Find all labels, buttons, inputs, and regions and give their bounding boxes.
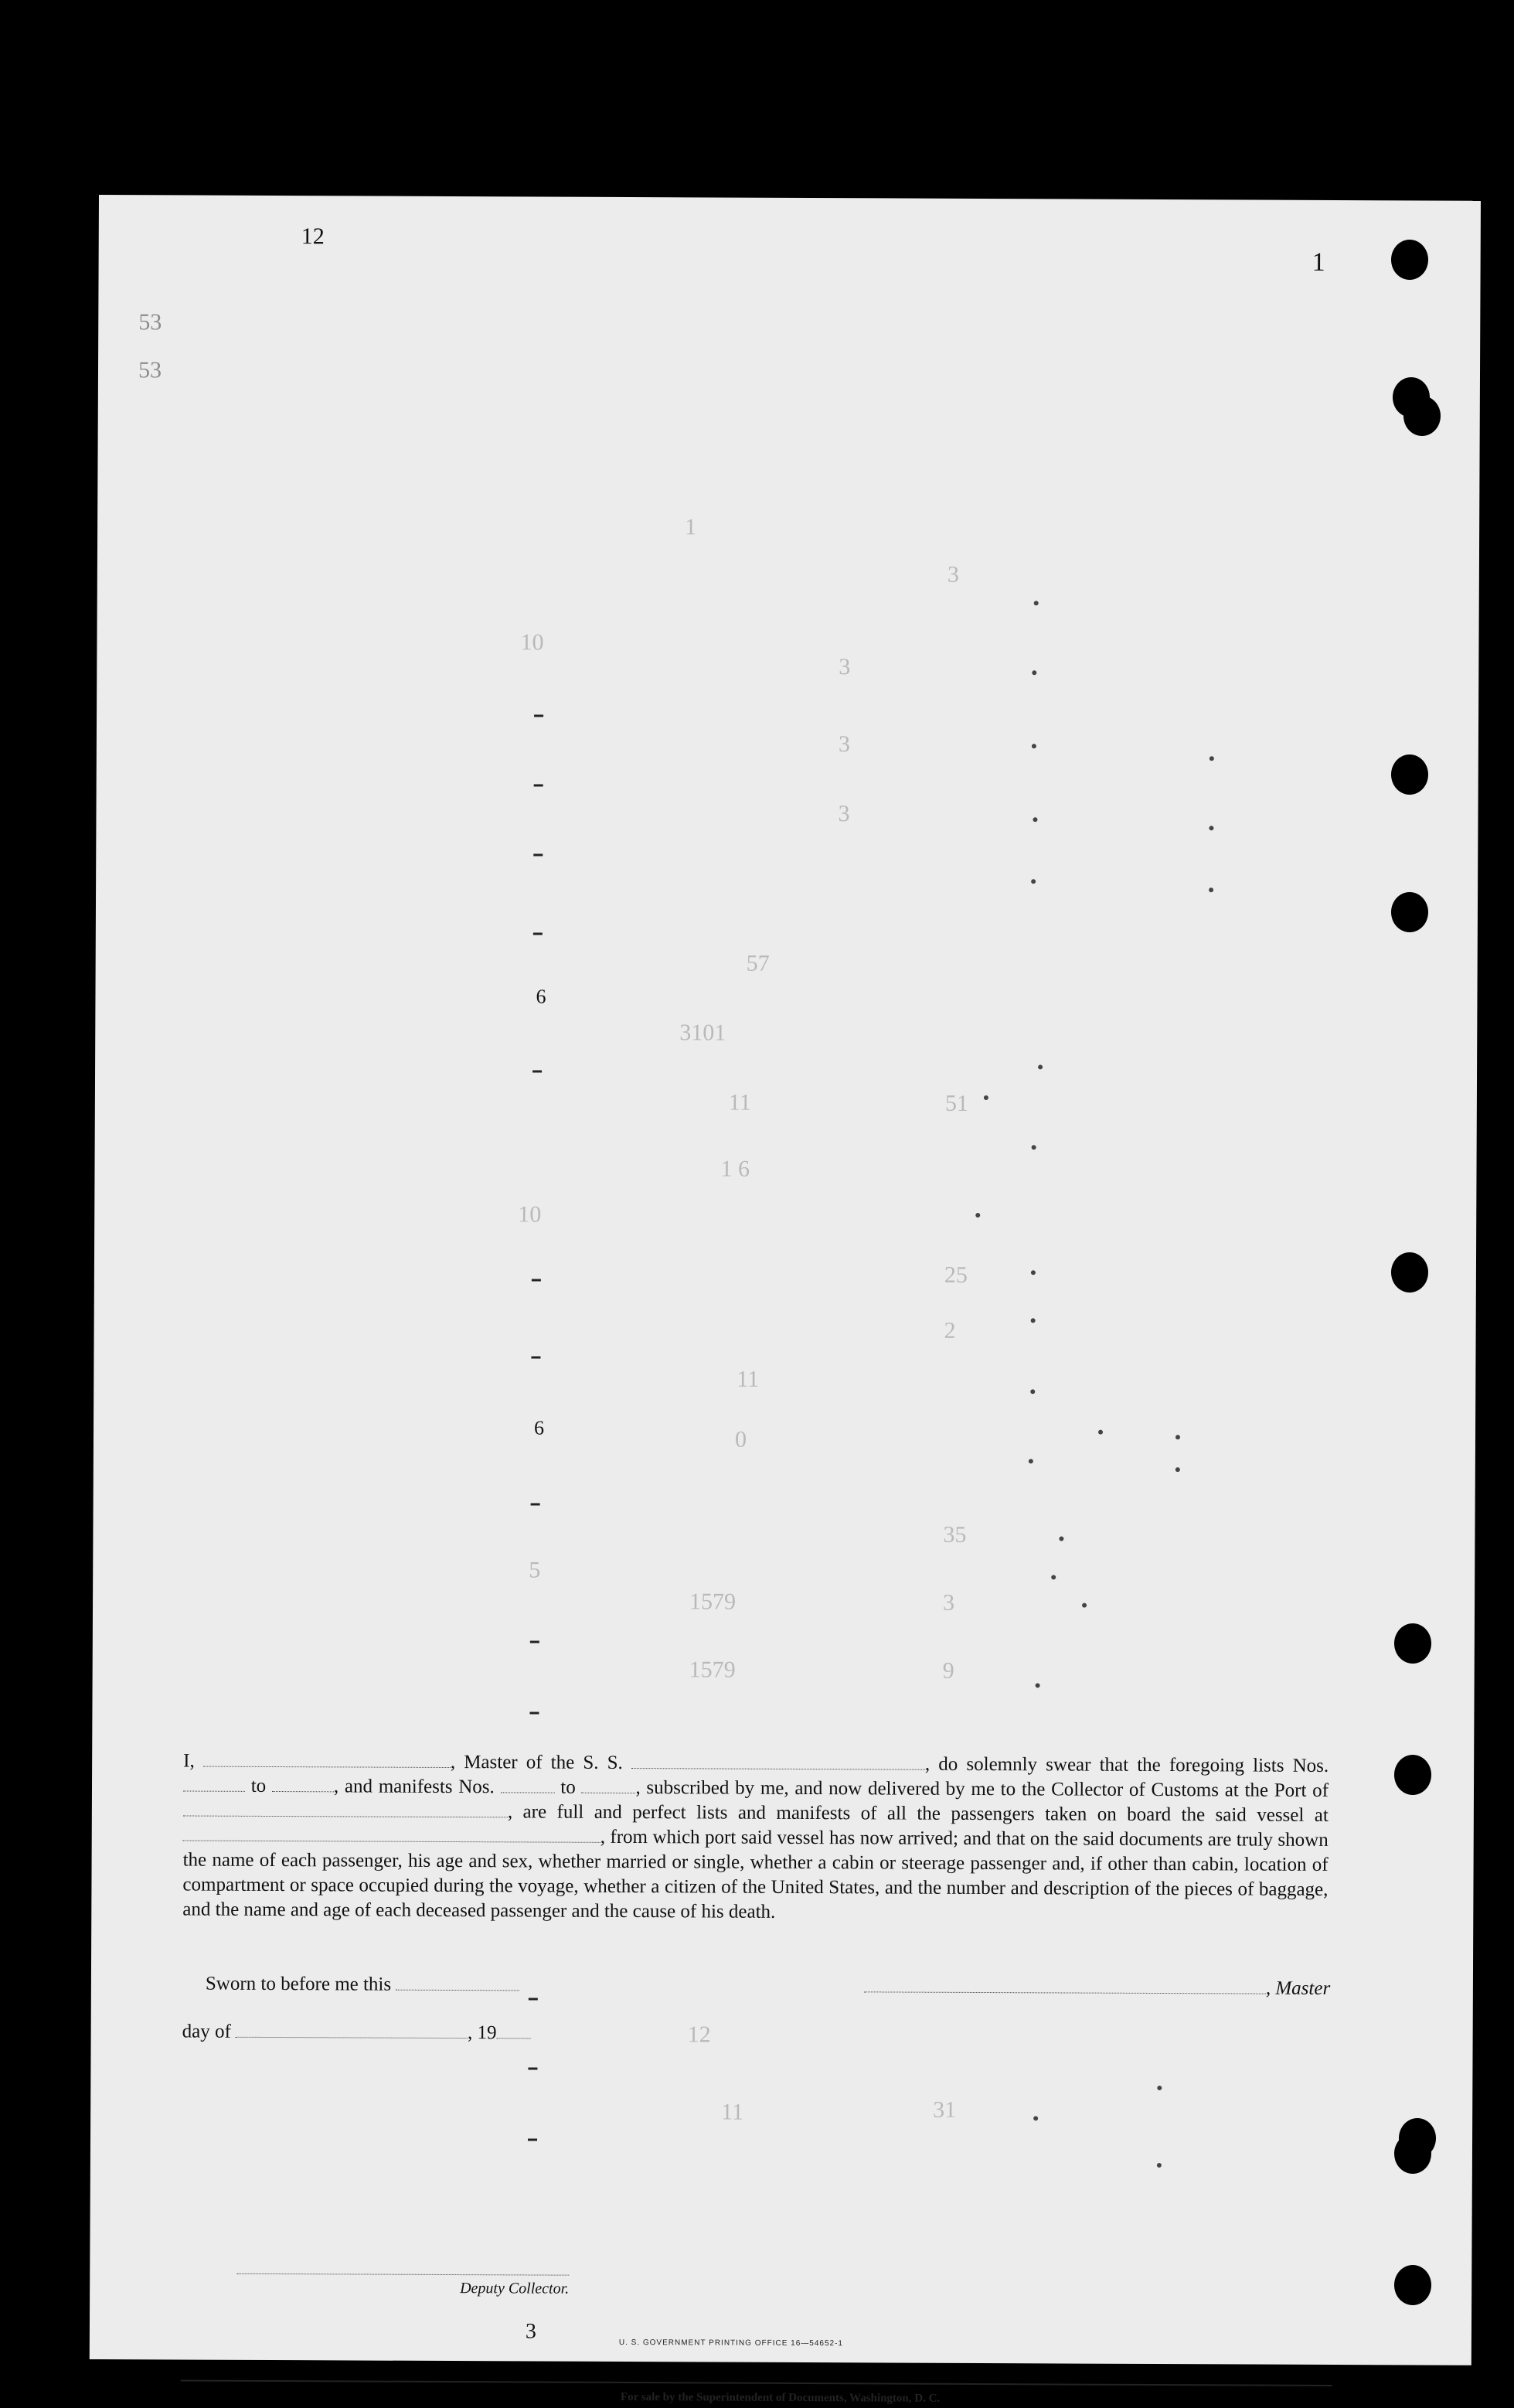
margin-dash: [531, 1503, 540, 1505]
day-of-label: day of: [182, 2021, 231, 2042]
page-number-bottom: 3: [525, 2319, 537, 2344]
ink-dot: [1033, 817, 1037, 822]
sworn-date-blank: [396, 1974, 519, 1991]
punch-hole: [1394, 2134, 1431, 2174]
bleed-number: 3101: [679, 1020, 726, 1046]
margin-dash: [531, 1356, 540, 1358]
oath-text: , do solemnly swear that the foregoing lists Nos.: [924, 1753, 1329, 1776]
ink-dot: [1033, 2116, 1038, 2120]
margin-number: 6: [536, 985, 546, 1008]
bleed-number: 31: [933, 2096, 957, 2123]
bleed-number: 51: [944, 1090, 968, 1116]
oath-text: , Master of the S. S.: [450, 1752, 623, 1773]
departure-port-blank: [183, 1824, 600, 1842]
punch-hole: [1391, 754, 1428, 795]
port-blank: [183, 1800, 508, 1817]
punch-hole: [1394, 1623, 1431, 1664]
oath-statement: [182, 1749, 1329, 1926]
master-label: , Master: [1265, 1977, 1331, 1999]
bleed-number: 12: [687, 2021, 711, 2048]
master-signature-line: [864, 1976, 1330, 2000]
margin-dash: [534, 784, 543, 786]
year-label: , 19: [467, 2022, 497, 2044]
bleed-number: 11: [728, 1089, 751, 1115]
ink-dot: [1031, 1318, 1036, 1323]
master-name-blank: [203, 1751, 451, 1768]
row-number: 53: [138, 357, 162, 383]
punch-hole: [1394, 1755, 1431, 1795]
margin-dash: [528, 2067, 537, 2069]
ink-dot: [1175, 1467, 1180, 1472]
ink-dot: [1209, 887, 1213, 892]
bleed-number: 3: [942, 1589, 955, 1616]
punch-hole: [1391, 892, 1428, 932]
ship-name-blank: [631, 1752, 925, 1770]
bleed-number: 1579: [689, 1657, 736, 1683]
bleed-number: 9: [942, 1657, 954, 1684]
bleed-number: 0: [734, 1426, 747, 1453]
margin-dash: [528, 2138, 537, 2141]
bleed-number: 1579: [689, 1589, 737, 1615]
sale-note: For sale by the Superintendent of Documents, Washington, D. C.: [620, 2390, 941, 2405]
oath-text: , are full and perfect lists and manifests of all the passengers taken on board the said vessel at: [507, 1801, 1329, 1826]
manifest-page: [90, 195, 1481, 2405]
ink-dot: [975, 1213, 980, 1218]
sworn-line: [206, 1974, 520, 1997]
margin-dash: [532, 1279, 541, 1281]
ink-dot: [1031, 1270, 1036, 1275]
oath-text: to: [560, 1776, 576, 1798]
punch-hole: [1391, 1252, 1428, 1293]
printing-office-note: U. S. GOVERNMENT PRINTING OFFICE 16—54652-1: [618, 2338, 844, 2348]
margin-number: 5: [529, 1557, 541, 1583]
footer-rule: [181, 2379, 1332, 2386]
bleed-number: 25: [944, 1262, 968, 1288]
month-blank: [236, 2021, 468, 2038]
ink-dot: [1030, 1389, 1035, 1394]
ink-dot: [1032, 744, 1036, 748]
ink-dot: [1098, 1430, 1103, 1435]
manifest-to-blank: [581, 1777, 635, 1793]
deputy-collector-line: Deputy Collector.: [236, 2273, 569, 2298]
ink-dot: [1082, 1603, 1087, 1608]
oath-text: I,: [183, 1750, 195, 1772]
page-number-mirrored: 12: [301, 223, 325, 250]
bleed-number: 2: [944, 1317, 956, 1344]
margin-number: 10: [520, 629, 544, 656]
ink-dot: [1029, 1459, 1033, 1463]
oath-text: , from which port said vessel has now arrived; and that on the said documents are truly shown the name of each passenger, his age and sex, whether married or single, whether a cabin or steerage passenger and, if other than cabin, location of compartment or space occupied during the voyage, whether a citizen of the United States, and the number and description of the pieces of baggage, and the name and age of each deceased passenger and the cause of his death.: [182, 1826, 1329, 1923]
ink-dot: [1032, 670, 1036, 675]
ink-dot: [1157, 2163, 1162, 2168]
bleed-number: 11: [737, 1366, 760, 1392]
margin-number: 10: [518, 1201, 542, 1228]
year-blank: [497, 2022, 531, 2038]
bleed-number: 35: [943, 1521, 967, 1548]
manifest-from-blank: [501, 1776, 555, 1793]
master-signature-blank: [864, 1976, 1266, 1994]
ink-dot: [1051, 1575, 1056, 1579]
ink-dot: [1209, 756, 1214, 761]
oath-text: , and manifests Nos.: [333, 1776, 495, 1798]
ink-dot: [1157, 2086, 1162, 2090]
ink-dot: [984, 1095, 988, 1100]
ink-dot: [1038, 1064, 1043, 1069]
bleed-number: 57: [746, 950, 770, 976]
ink-dot: [1036, 1683, 1040, 1688]
bleed-number: 3: [947, 561, 959, 588]
margin-dash: [534, 714, 543, 717]
punch-hole: [1394, 2265, 1431, 2305]
margin-dash: [529, 1998, 538, 2000]
margin-dash: [530, 1640, 539, 1643]
margin-dash: [533, 932, 543, 935]
bleed-number: 3: [838, 801, 850, 827]
bleed-number: 11: [721, 2099, 744, 2125]
ink-dot: [1034, 601, 1039, 605]
ink-dot: [1059, 1536, 1063, 1541]
bleed-number: 1 6: [720, 1156, 750, 1182]
list-to-blank: [272, 1776, 334, 1792]
oath-text: to: [250, 1775, 267, 1797]
day-of-line: [182, 2021, 531, 2044]
ink-dot: [1032, 1145, 1036, 1150]
ink-dot: [1175, 1435, 1180, 1439]
oath-text: , subscribed by me, and now delivered by me to the Collector of Customs at the Port of: [635, 1777, 1329, 1801]
bleed-number: 3: [839, 654, 851, 680]
ink-dot: [1031, 879, 1036, 884]
margin-number: 6: [533, 1416, 545, 1439]
sworn-label: Sworn to before me this: [205, 1973, 392, 1995]
margin-dash: [529, 1711, 539, 1714]
punch-hole: [1403, 396, 1441, 436]
ink-dot: [1209, 826, 1213, 830]
page-number: 1: [1312, 247, 1325, 277]
bleed-number: 3: [838, 731, 850, 758]
margin-dash: [533, 853, 543, 856]
punch-hole: [1391, 240, 1428, 280]
list-from-blank: [183, 1775, 245, 1791]
margin-dash: [532, 1070, 542, 1072]
bleed-number: 1: [685, 514, 697, 540]
row-number: 53: [138, 309, 162, 335]
